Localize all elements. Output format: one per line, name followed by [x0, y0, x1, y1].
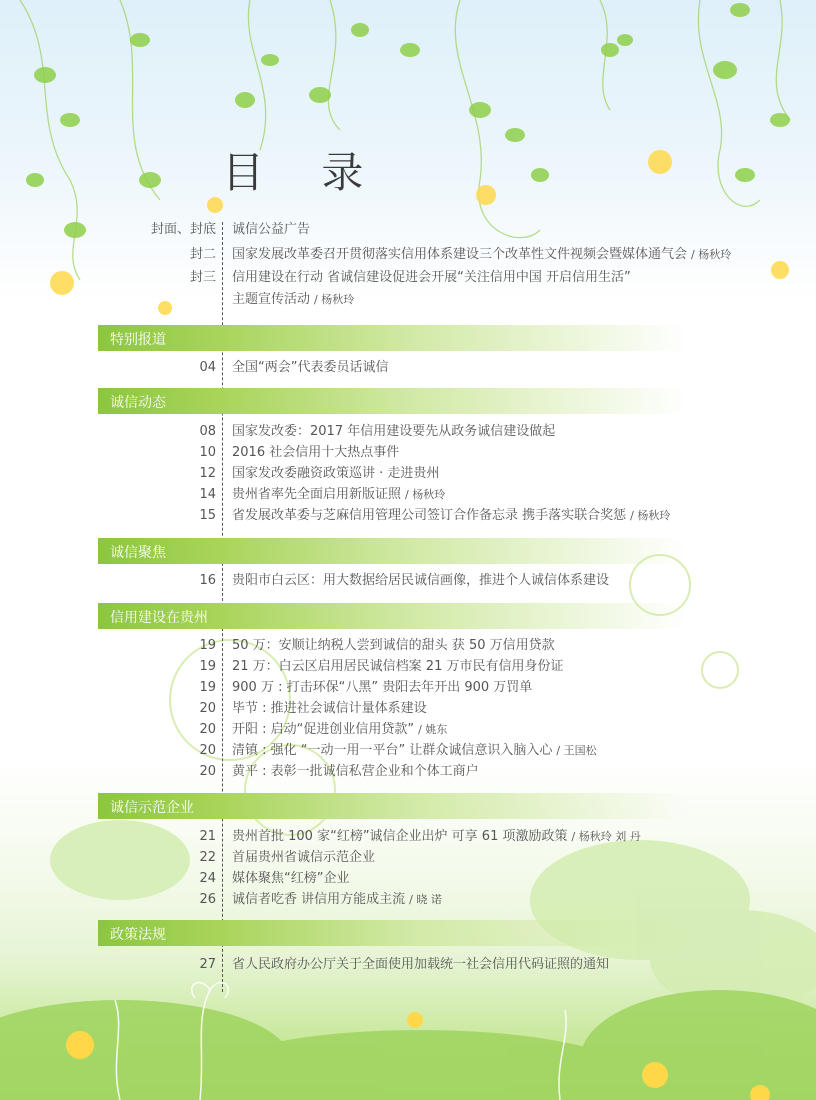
cover-text: 信用建设在行动 省诚信建设促进会开展“关注信用中国 开启信用生活” [232, 270, 631, 285]
cover-text: 诚信公益广告 [232, 222, 311, 237]
section-header [98, 793, 688, 819]
toc-author: / 晓 诺 [409, 893, 442, 906]
cover-entry[interactable] [0, 220, 816, 240]
section-title: 信用建设在贵州 [110, 610, 208, 626]
toc-item[interactable] [0, 570, 816, 591]
page-number: 08 [199, 424, 216, 439]
page-number: 15 [199, 508, 216, 523]
page-title: 目 录 [222, 148, 386, 197]
page-number: 22 [199, 850, 216, 865]
toc-item[interactable] [0, 954, 816, 975]
toc-author: / 王国松 [556, 744, 597, 757]
page-number: 16 [199, 573, 216, 588]
section-header [98, 920, 688, 946]
page-number: 19 [199, 659, 216, 674]
page-number: 20 [199, 722, 216, 737]
cover-author: / 杨秋玲 [314, 293, 355, 306]
toc-text: 50 万：安顺让纳税人尝到诚信的甜头 获 50 万信用贷款 [232, 638, 555, 653]
toc-item[interactable] [0, 442, 816, 463]
page-number: 24 [199, 871, 216, 886]
page-number: 21 [199, 829, 216, 844]
toc-text: 媒体聚焦“红榜”企业 [232, 871, 350, 886]
toc-text: 900 万 : 打击环保“八黑” 贵阳去年开出 900 万罚单 [232, 680, 533, 695]
toc-text: 2016 社会信用十大热点事件 [232, 445, 400, 460]
toc-item[interactable] [0, 484, 816, 505]
toc-item[interactable] [0, 847, 816, 868]
toc-text: 清镇 : 强化 “一动一用一平台” 让群众诚信意识入脑入心 [232, 743, 553, 758]
toc-author: / 杨秋玲 [630, 509, 671, 522]
page-number: 27 [199, 957, 216, 972]
toc-item[interactable] [0, 463, 816, 484]
page-number: 20 [199, 701, 216, 716]
toc-item[interactable] [0, 656, 816, 677]
section-header [98, 325, 688, 351]
page-number: 04 [199, 360, 216, 375]
toc-item[interactable] [0, 761, 816, 782]
toc-item[interactable] [0, 677, 816, 698]
toc-item[interactable] [0, 889, 816, 910]
section-title: 诚信动态 [110, 395, 166, 411]
cover-label: 封三 [189, 270, 216, 285]
toc-text: 贵阳市白云区：用大数据给居民诚信画像，推进个人诚信体系建设 [232, 573, 610, 588]
cover-author: / 杨秋玲 [691, 248, 732, 261]
toc-text: 全国“两会”代表委员话诚信 [232, 360, 389, 375]
toc-text: 诚信者吃香 讲信用方能成主流 [232, 892, 406, 907]
cover-text: 主题宣传活动 [232, 292, 311, 307]
toc-text: 21 万：白云区启用居民诚信档案 21 万市民有信用身份证 [232, 659, 564, 674]
page-number: 19 [199, 680, 216, 695]
page-number: 12 [199, 466, 216, 481]
page-number: 20 [199, 743, 216, 758]
section-header [98, 603, 688, 629]
toc-text: 毕节 : 推进社会诚信计量体系建设 [232, 701, 427, 716]
toc-text: 省发展改革委与芝麻信用管理公司签订合作备忘录 携手落实联合奖惩 [232, 508, 627, 523]
toc-item[interactable] [0, 698, 816, 719]
toc-item[interactable] [0, 635, 816, 656]
toc-author: / 杨秋玲 刘 丹 [571, 830, 641, 843]
toc-item[interactable] [0, 740, 816, 761]
toc-text: 首届贵州省诚信示范企业 [232, 850, 376, 865]
toc-item[interactable] [0, 826, 816, 847]
toc-author: / 杨秋玲 [405, 488, 446, 501]
section-header [98, 388, 688, 414]
cover-entry[interactable] [0, 245, 816, 265]
section-title: 特别报道 [110, 332, 166, 348]
toc-item[interactable] [0, 421, 816, 442]
section-title: 诚信示范企业 [110, 800, 194, 816]
toc-text: 贵州首批 100 家“红榜”诚信企业出炉 可享 61 项激励政策 [232, 829, 568, 844]
page-number: 10 [199, 445, 216, 460]
section-header [98, 538, 688, 564]
toc-text: 黄平 : 表彰一批诚信私营企业和个体工商户 [232, 764, 479, 779]
toc-text: 开阳 : 启动“促进创业信用贷款” [232, 722, 415, 737]
toc-item[interactable] [0, 719, 816, 740]
toc-text: 国家发改委融资政策巡讲 · 走进贵州 [232, 466, 440, 481]
toc-author: / 姚东 [418, 723, 448, 736]
toc-text: 省人民政府办公厅关于全面使用加载统一社会信用代码证照的通知 [232, 957, 610, 972]
cover-text: 国家发展改革委召开贯彻落实信用体系建设三个改革性文件视频会暨媒体通气会 [232, 247, 688, 262]
cover-label: 封二 [189, 247, 216, 262]
toc-item[interactable] [0, 357, 816, 378]
page-number: 19 [199, 638, 216, 653]
cover-entry[interactable] [0, 268, 816, 288]
section-title: 政策法规 [110, 927, 166, 943]
page-number: 20 [199, 764, 216, 779]
toc-text: 国家发改委：2017 年信用建设要先从政务诚信建设做起 [232, 424, 556, 439]
toc-item[interactable] [0, 505, 816, 526]
cover-entry[interactable] [0, 290, 816, 310]
section-title: 诚信聚焦 [110, 545, 166, 561]
toc-item[interactable] [0, 868, 816, 889]
page-number: 14 [199, 487, 216, 502]
cover-label: 封面、封底 [150, 222, 216, 237]
page-number: 26 [199, 892, 216, 907]
toc-text: 贵州省率先全面启用新版证照 [232, 487, 402, 502]
